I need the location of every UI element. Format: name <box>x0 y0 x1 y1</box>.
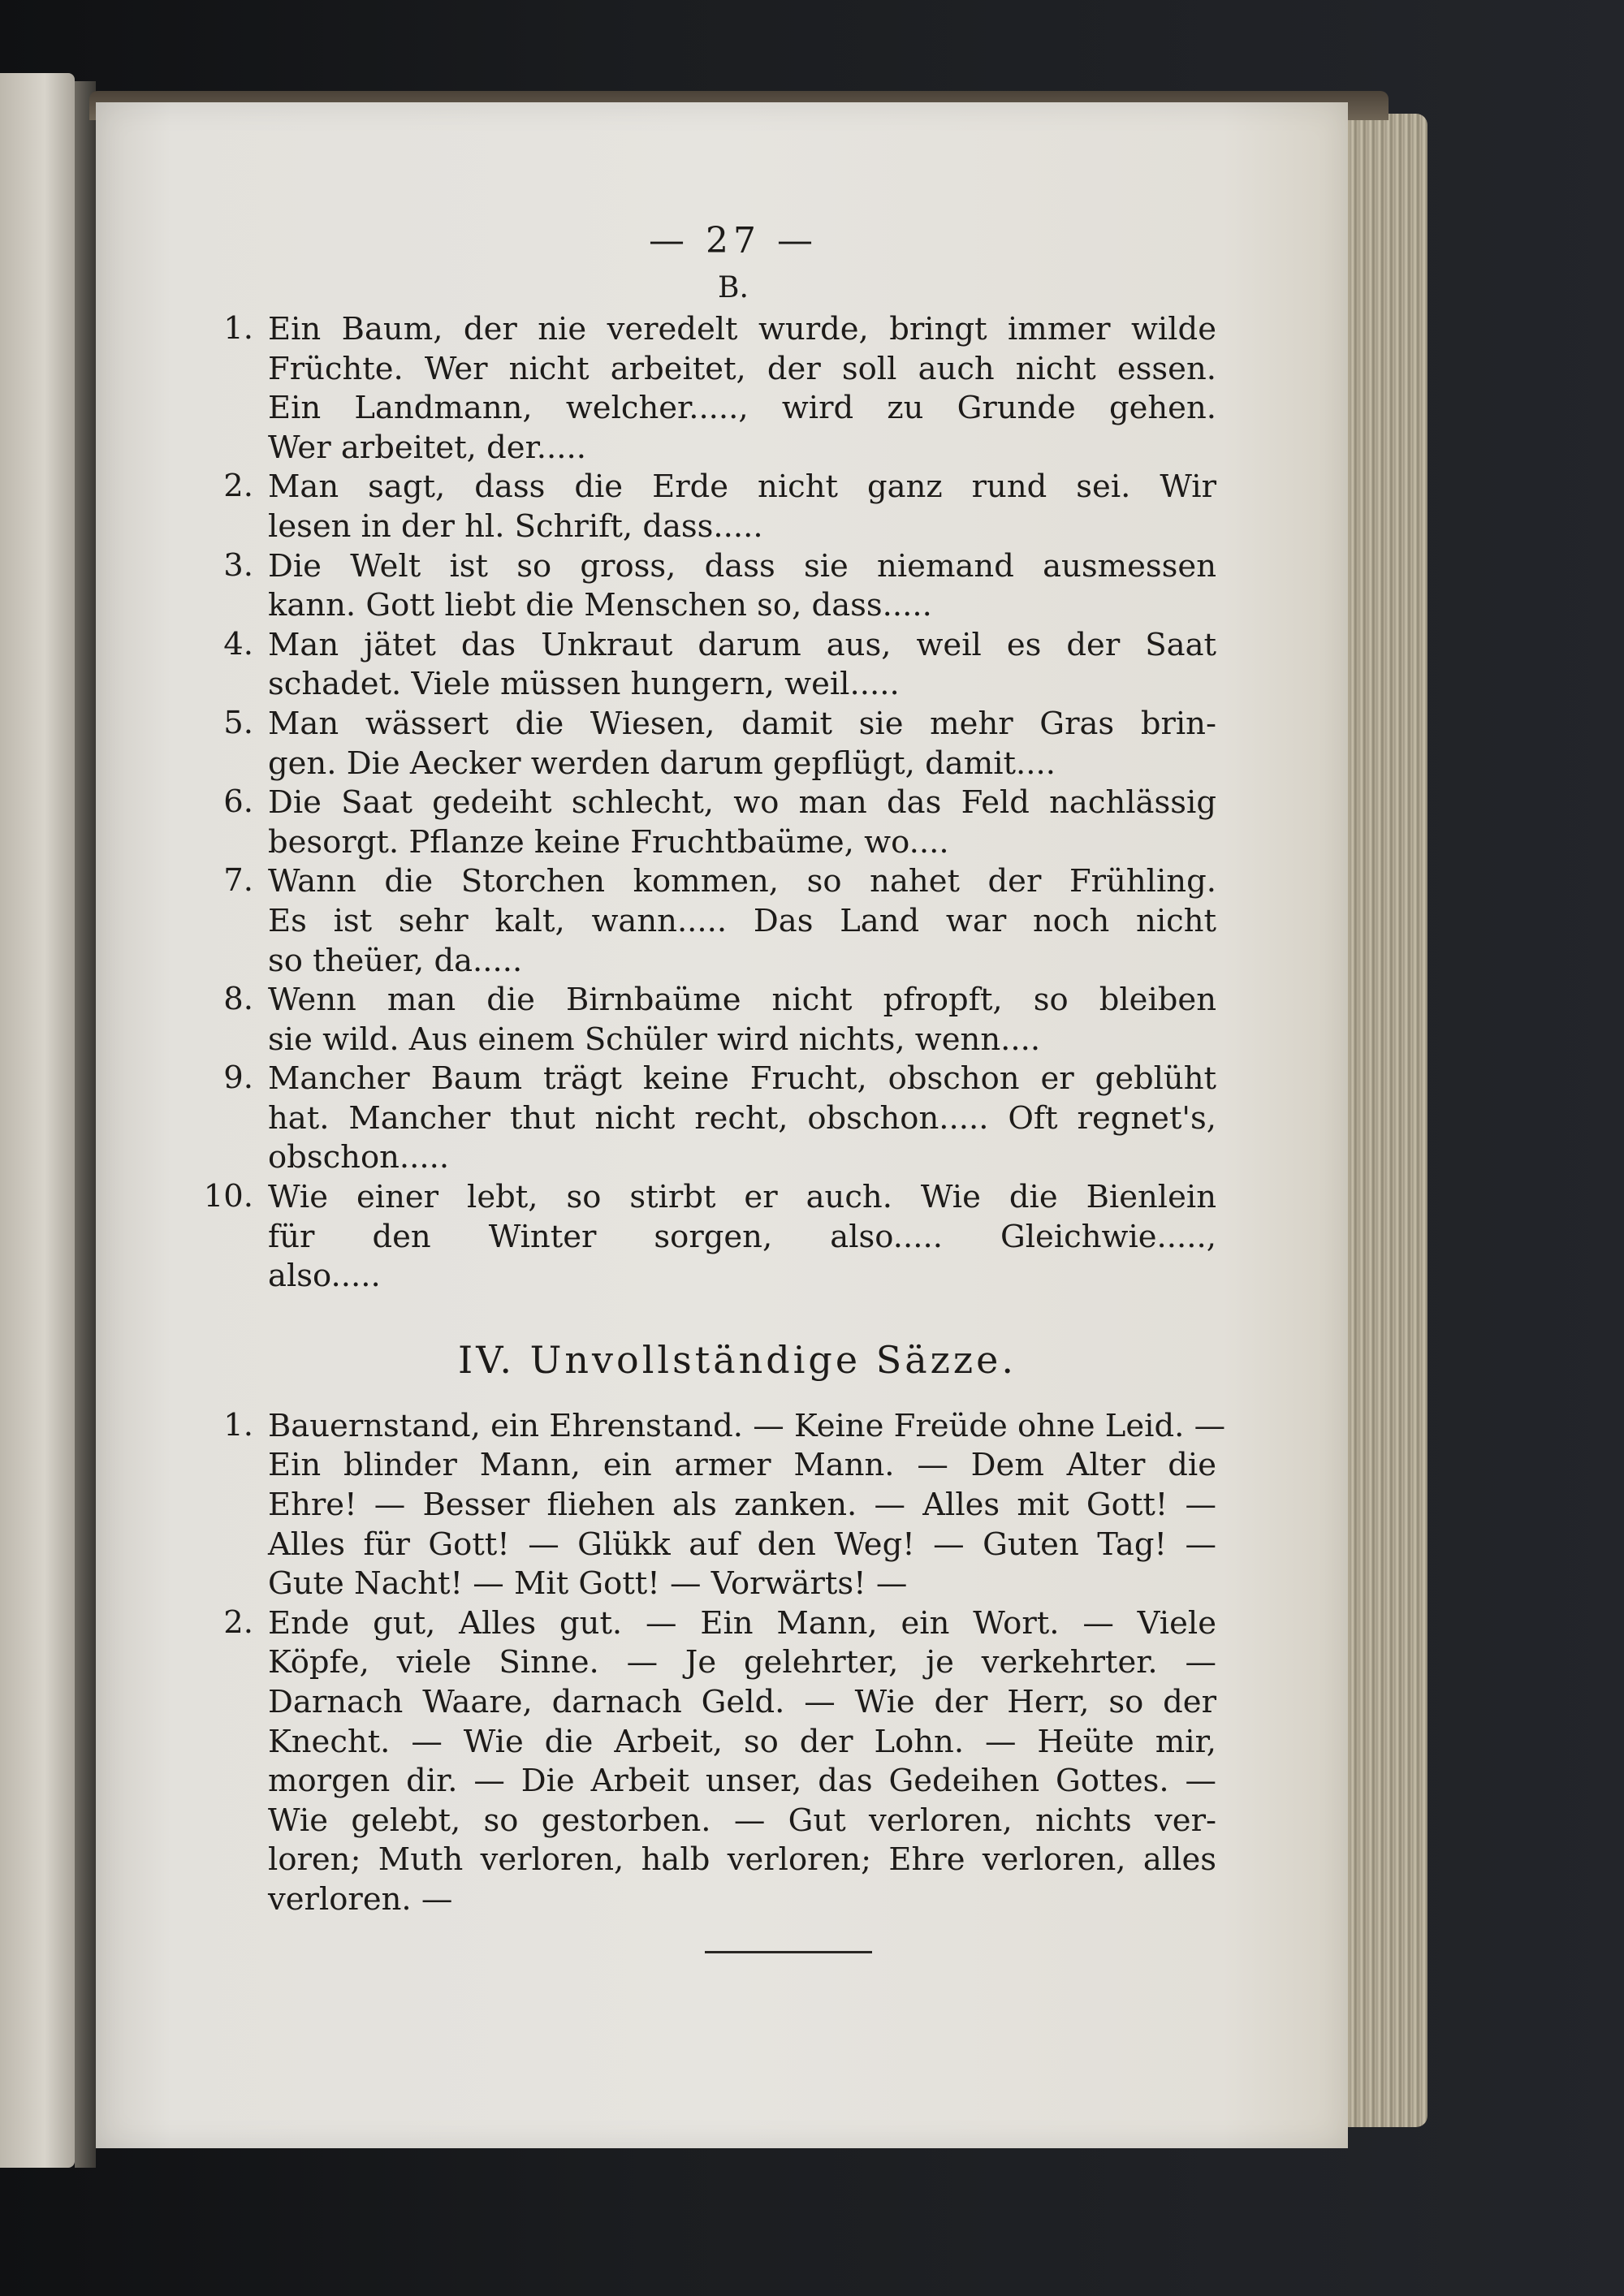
list-item <box>201 1178 1289 1297</box>
list-item <box>201 547 1289 626</box>
text-line: Ein Baum, der nie veredelt wurde, bringt immer wilde <box>268 311 1216 347</box>
item-text <box>268 1604 1216 1920</box>
text-line: Darnach Waare, darnach Geld. — Wie der Herr, so der <box>268 1684 1216 1720</box>
text-line: hat. Mancher thut nicht recht, obschon..... Oft regnet's, <box>268 1099 1216 1137</box>
item-text <box>268 862 1216 981</box>
text-line: Ein blinder Mann, ein armer Mann. — Dem Alter die <box>268 1447 1216 1484</box>
text-line: Ende gut, Alles gut. — Ein Mann, ein Wort. — Viele <box>268 1604 1216 1642</box>
text-line: obschon..... <box>268 1139 450 1176</box>
left-page-sliver <box>0 73 75 2168</box>
text-line: Man wässert die Wiesen, damit sie mehr Gras brin- <box>268 705 1216 742</box>
text-line: für den Winter sorgen, also..... Gleichwie....., <box>268 1218 1216 1255</box>
text-line: Bauernstand, ein Ehrenstand. — Keine Freüde ohne Leid. — <box>268 1407 1226 1444</box>
text-line: Gute Nacht! — Mit Gott! — Vorwärts! — <box>268 1565 908 1603</box>
item-text <box>268 783 1216 862</box>
text-line: also..... <box>268 1258 381 1295</box>
section-heading: IV. Unvollständige Säzze. <box>458 1337 1017 1382</box>
text-line: Mancher Baum trägt keine Frucht, obschon er geblüht <box>268 1060 1216 1098</box>
text-line: besorgt. Pflanze keine Fruchtbaüme, wo.... <box>268 823 949 861</box>
text-line: Ehre! — Besser fliehen als zanken. — Alles mit Gott! — <box>268 1487 1216 1524</box>
page-text <box>201 216 1289 1953</box>
book-page <box>96 102 1348 2148</box>
text-line: Die Saat gedeiht schlecht, wo man das Feld nachlässig <box>268 784 1216 822</box>
item-number: 9. <box>223 1060 253 1097</box>
list-item <box>201 862 1289 981</box>
item-text <box>268 705 1216 783</box>
item-number: 2. <box>223 468 253 505</box>
list-item <box>201 468 1289 546</box>
text-line: Man sagt, dass die Erde nicht ganz rund sei. Wir <box>268 468 1216 506</box>
item-text <box>268 547 1216 626</box>
text-line: Ein Landmann, welcher....., wird zu Grunde gehen. <box>268 390 1216 427</box>
text-line: lesen in der hl. Schrift, dass..... <box>268 507 763 545</box>
list-item <box>201 310 1289 468</box>
list-item <box>201 1604 1289 1920</box>
item-text <box>268 1407 1226 1604</box>
item-number: 1. <box>223 1406 253 1444</box>
text-line: sie wild. Aus einem Schüler wird nichts, wenn.... <box>268 1021 1041 1058</box>
item-number: 8. <box>223 981 253 1018</box>
text-line: schadet. Viele müssen hungern, weil..... <box>268 666 900 703</box>
list-item <box>201 626 1289 705</box>
text-line: Früchte. Wer nicht arbeitet, der soll auch nicht essen. <box>268 350 1216 387</box>
text-line: Wer arbeitet, der..... <box>268 429 586 466</box>
text-line: Wann die Storchen kommen, so nahet der Frühling. <box>268 863 1216 900</box>
text-line: Alles für Gott! — Glükk auf den Weg! — Guten Tag! — <box>268 1526 1216 1563</box>
text-line: morgen dir. — Die Arbeit unser, das Gedeihen Gottes. — <box>268 1763 1216 1800</box>
item-text <box>268 310 1216 468</box>
text-line: Wie gelebt, so gestorben. — Gut verloren, nichts ver- <box>268 1802 1216 1839</box>
list-item <box>201 783 1289 862</box>
book-gutter <box>75 81 96 2168</box>
item-number: 1. <box>223 310 253 347</box>
item-number: 6. <box>223 783 253 821</box>
text-line: loren; Muth verloren, halb verloren; Ehre verloren, alles <box>268 1841 1216 1879</box>
text-line: gen. Die Aecker werden darum gepflügt, damit.... <box>268 744 1056 782</box>
item-number: 5. <box>223 704 253 741</box>
text-line: Köpfe, viele Sinne. — Je gelehrter, je verkehrter. — <box>268 1644 1216 1681</box>
list-item <box>201 1060 1289 1178</box>
item-number: 2. <box>223 1603 253 1641</box>
item-number: 3. <box>223 546 253 584</box>
item-text <box>268 1060 1216 1178</box>
text-line: so theüer, da..... <box>268 942 523 979</box>
text-line: Wie einer lebt, so stirbt er auch. Wie die Bienlein <box>268 1179 1216 1216</box>
text-line: verloren. — <box>268 1880 453 1918</box>
item-number: 4. <box>223 625 253 662</box>
text-line: Knecht. — Wie die Arbeit, so der Lohn. — Heüte mir, <box>268 1723 1216 1760</box>
text-line: Die Welt ist so gross, dass sie niemand ausmessen <box>268 547 1216 585</box>
item-number: 10. <box>203 1178 253 1215</box>
item-text <box>268 468 1216 546</box>
item-text <box>268 1178 1216 1297</box>
text-line: Man jätet das Unkraut darum aus, weil es der Saat <box>268 626 1216 663</box>
item-number: 7. <box>223 862 253 900</box>
item-text <box>268 626 1216 705</box>
list-item <box>201 705 1289 783</box>
section-letter: B. <box>718 271 749 304</box>
text-line: Wenn man die Birnbaüme nicht pfropft, so bleiben <box>268 982 1216 1019</box>
list-item <box>201 1407 1289 1604</box>
closing-rule <box>705 1951 872 1953</box>
page-number: — 27 — <box>649 220 818 261</box>
text-line: Es ist sehr kalt, wann..... Das Land war noch nicht <box>268 902 1216 939</box>
item-text <box>268 981 1216 1060</box>
text-line: kann. Gott liebt die Menschen so, dass..... <box>268 587 932 624</box>
list-item <box>201 981 1289 1060</box>
